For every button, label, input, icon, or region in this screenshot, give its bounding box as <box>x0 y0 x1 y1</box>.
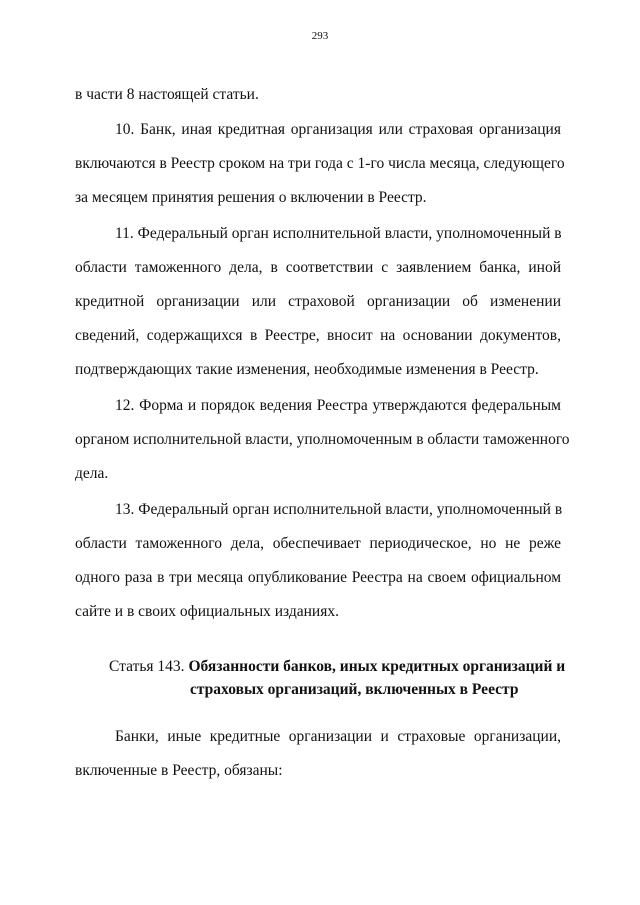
article-heading-row <box>109 655 579 678</box>
paragraph-13-line: сайте и в своих официальных изданиях. <box>75 603 339 620</box>
paragraph-10-line: за месяцем принятия решения о включении в Реестр. <box>75 189 427 206</box>
paragraph-12-line: 12. Форма и порядок ведения Реестра утверждаются федеральным <box>115 397 561 414</box>
article-heading <box>109 655 579 701</box>
paragraph-10-line: 10. Банк, иная кредитная организация или страховая организация <box>115 121 561 138</box>
paragraph-12-line: дела. <box>75 465 109 482</box>
page-number: 293 <box>311 30 329 42</box>
article-body-line: включенные в Реестр, обязаны: <box>75 762 283 779</box>
paragraph-13-line: области таможенного дела, обеспечивает периодическое, но не реже <box>75 535 561 552</box>
paragraph-12-line: органом исполнительной власти, уполномоченным в области таможенного <box>75 431 570 448</box>
text-line: в части 8 настоящей статьи. <box>75 86 259 103</box>
paragraph-10-line: включаются в Реестр сроком на три года с 1-го числа месяца, следующего <box>75 155 565 172</box>
article-label: Статья 143. <box>109 658 185 675</box>
paragraph-11-line: 11. Федеральный орган исполнительной власти, уполномоченный в <box>115 225 562 242</box>
paragraph-11-line: кредитной организации или страховой организации об изменении <box>75 293 561 310</box>
paragraph-13-line: одного раза в три месяца опубликование Реестра на своем официальном <box>75 569 561 586</box>
paragraph-13-line: 13. Федеральный орган исполнительной власти, уполномоченный в <box>115 501 563 518</box>
paragraph-11-line: подтверждающих такие изменения, необходимые изменения в Реестр. <box>75 361 539 378</box>
paragraph-11-line: области таможенного дела, в соответствии с заявлением банка, иной <box>75 259 561 276</box>
article-body-line: Банки, иные кредитные организации и страховые организации, <box>115 728 561 745</box>
article-title-line1: Обязанности банков, иных кредитных организаций и <box>188 658 566 675</box>
paragraph-11-line: сведений, содержащихся в Реестре, вносит на основании документов, <box>75 327 561 344</box>
article-title-line2: страховых организаций, включенных в Реестр <box>190 681 519 698</box>
